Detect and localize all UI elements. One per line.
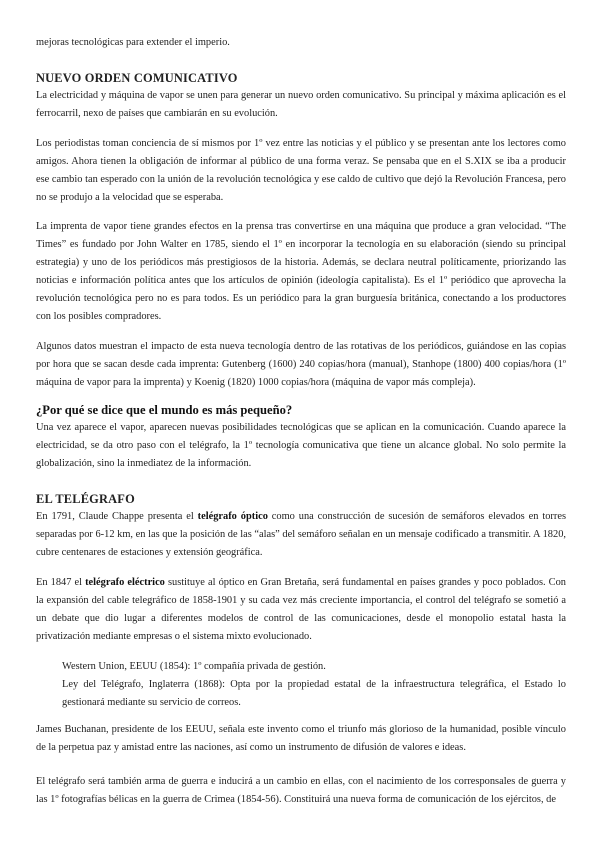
list-item-western-union: Western Union, EEUU (1854): 1º compañía privada de gestión.	[62, 661, 326, 672]
paragraph-telegrafo-optico: En 1791, Claude Chappe presenta el telégrafo óptico como una construcción de sucesión de semáforos elevados en torres separadas por 6-12 km, en las que la posición de las “alas” del semáforo señalan en un mensaje codificado a transmitir. A 1820, cubre centenares de estaciones y extensión geográfica.	[36, 511, 566, 558]
section-heading-telegrafo: EL TELÉGRAFO	[36, 492, 135, 506]
term-telegrafo-electrico: telégrafo eléctrico	[85, 577, 165, 588]
section-heading-nuevo-orden: NUEVO ORDEN COMUNICATIVO	[36, 71, 238, 85]
paragraph-electricidad: La electricidad y máquina de vapor se unen para generar un nuevo orden comunicativo. Su principal y máxima aplicación es el ferrocarril, nexo de países que cambiarán en su evolución.	[36, 90, 566, 119]
fragment-paragraph: mejoras tecnológicas para extender el imperio.	[36, 37, 230, 48]
paragraph-imprenta-vapor: La imprenta de vapor tiene grandes efectos en la prensa tras convertirse en una máquina que produce a gran velocidad. “The Times” es fundado por John Walter en 1785, siendo el 1º en incorporar la tecnología en su elaboración (siendo su principal estrategia) y uno de los periódicos más prestigiosos de la historia. Además, se declara neutral políticamente, priorizando las noticias e información política antes que los artículos de opinión (ideología capitalista). Es el 1º periódico que aprovecha la revolución tecnológica pero no es para todos. Es un periódico para la gran burguesía británica, conectando a los productores con los posibles compradores.	[36, 221, 566, 322]
list-item-ley-telegrafo: Ley del Telégrafo, Inglaterra (1868): Opta por la propiedad estatal de la infraestructura telegráfica, el Estado lo gestionará mediante su servicio de correos.	[62, 679, 566, 708]
paragraph-buchanan: James Buchanan, presidente de los EEUU, señala este invento como el triunfo más glorioso de la humanidad, posible vínculo de la perpetua paz y amistad entre las naciones, así como un instrumento de difusión de valores e ideas.	[36, 724, 566, 753]
paragraph-telegrafo-electrico: En 1847 el telégrafo eléctrico sustituye al óptico en Gran Bretaña, será fundamental en países grandes y poco poblados. Con la expansión del cable telegráfico de 1858-1901 y su cada vez más creciente importancia, el control del telégrafo se sometió a un debate que dio lugar a diferentes modelos de control de las comunicaciones, desde el monopolio estatal hasta la privatización mediante empresas o el sistema mixto evolucionado.	[36, 577, 567, 642]
paragraph-periodistas: Los periodistas toman conciencia de sí mismos por 1º vez entre las noticias y el público y se presentan ante los lectores como amigos. Ahora tienen la obligación de informar al público de una forma veraz. Se pensaba que en el S.XIX se iba a producir ese cambio tan esperado con la unión de la revolución tecnológica y ese caldo de cultivo que dejó la Revolución Francesa, pero no se produjo a la velocidad que se esperaba.	[36, 138, 566, 203]
paragraph-vapor-telegrafo: Una vez aparece el vapor, aparecen nuevas posibilidades tecnológicas que se aplican en la comunicación. Cuando aparece la electricidad, se da otro paso con el telégrafo, la 1º tecnología comunicativa que tiene un alcance global. No solo permite la globalización, sino la inmediatez de la información.	[36, 422, 566, 469]
paragraph-arma-de-guerra: El telégrafo será también arma de guerra e inducirá a un cambio en ellas, con el nacimiento de los corresponsales de guerra y las 1º fotografías bélicas en la guerra de Crimea (1854-56). Constituirá una nueva forma de comunicación de los ejércitos, de	[36, 776, 566, 805]
term-telegrafo-optico: telégrafo óptico	[197, 511, 268, 522]
paragraph-datos-impacto: Algunos datos muestran el impacto de esta nueva tecnología dentro de las rotativas de los periódicos, guiándose en las copias por hora que se sacan desde cada imprenta: Gutenberg (1600) 240 copias/hora (manual), Stanhope (1800) 400 copias/hora (1º máquina de vapor para la imprenta) y Koenig (1820) 1000 copias/hora (máquina de vapor más compleja).	[36, 341, 566, 388]
section-heading-mundo-pequeno: ¿Por qué se dice que el mundo es más pequeño?	[36, 403, 293, 417]
